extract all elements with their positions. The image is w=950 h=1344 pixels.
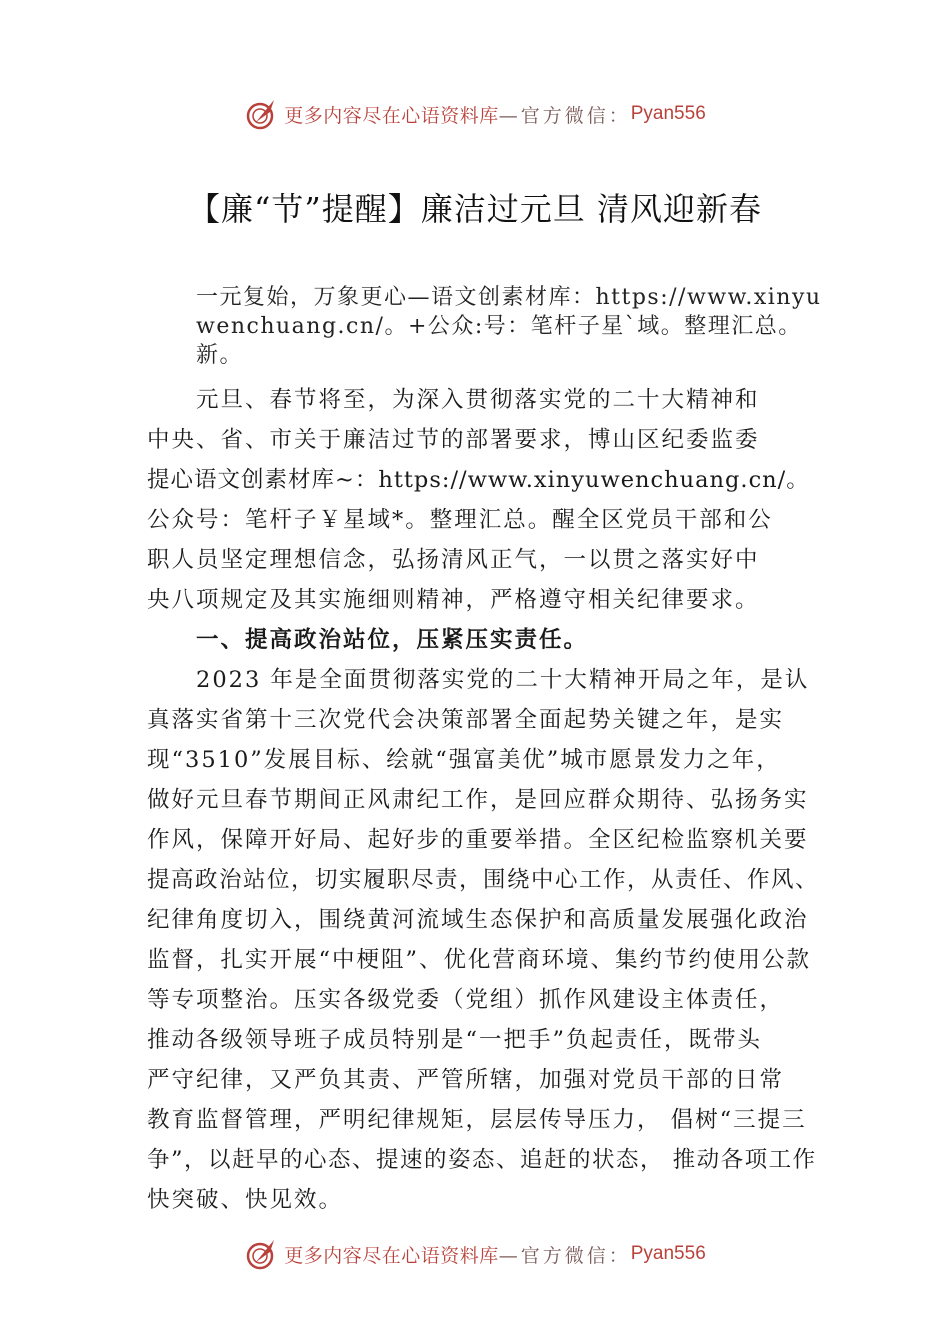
body-line: 监督，扎实开展“中梗阻”、优化营商环境、集约节约使用公款 xyxy=(147,947,812,973)
body-line: 提心语文创素材库~：https://www.xinyuwenchuang.cn/。 xyxy=(147,467,810,493)
body-line: 2023 年是全面贯彻落实党的二十大精神开局之年，是认 xyxy=(196,667,810,693)
body-line: 快突破、快见效。 xyxy=(147,1187,344,1213)
body-line: 等专项整治。压实各级党委（党组）抓作风建设主体责任， xyxy=(147,987,785,1013)
body-line: 纪律角度切入，围绕黄河流域生态保护和高质量发展强化政治 xyxy=(147,907,809,933)
banner-wechat-id: Pyan556 xyxy=(630,1243,706,1264)
quill-seal-logo-icon xyxy=(244,96,280,132)
body-line: 推动各级领导班子成员特别是“一把手”负起责任，既带头 xyxy=(147,1027,763,1053)
header-banner xyxy=(0,94,950,134)
footer-banner xyxy=(0,1234,950,1274)
section-heading: 一、提高政治站位，压紧压实责任。 xyxy=(196,627,589,653)
body-line: 严守纪律，又严负其责、严管所辖，加强对党员干部的日常 xyxy=(147,1067,785,1093)
body-line: 公众号：笔杆子￥星域*。整理汇总。醒全区党员干部和公 xyxy=(147,507,773,533)
body-line: 职人员坚定理想信念，弘扬清风正气，一以贯之落实好中 xyxy=(147,547,760,573)
document-title: 【廉“节”提醒】廉洁过元旦 清风迎新春 xyxy=(188,190,762,228)
body-line: 中央、省、市关于廉洁过节的部署要求，博山区纪委监委 xyxy=(147,427,760,453)
banner-library-text: 更多内容尽在心语资料库 xyxy=(284,1244,499,1267)
body-line: 提高政治站位，切实履职尽责，围绕中心工作，从责任、作风、 xyxy=(147,867,820,893)
intro-paragraph: 一元复始，万象更心—语文创素材库：https://www.xinyuwenchuang.cn/。+公众:号：笔杆子星`域。整理汇总。新。 xyxy=(196,285,822,368)
body-line: 现“3510”发展目标、绘就“强富美优”城市愿景发力之年， xyxy=(147,747,781,773)
body-line: 央八项规定及其实施细则精神，严格遵守相关纪律要求。 xyxy=(147,587,760,613)
banner-wechat-label: —官方微信： xyxy=(498,104,631,127)
banner-wechat-id: Pyan556 xyxy=(630,103,706,124)
document-body xyxy=(147,380,819,1220)
body-line: 争”，以赶早的心态、提速的姿态、追赶的状态， 推动各项工作 xyxy=(147,1147,817,1173)
banner-wechat-label: —官方微信： xyxy=(498,1244,631,1267)
quill-seal-logo-icon xyxy=(244,1236,280,1272)
banner-library-text: 更多内容尽在心语资料库 xyxy=(284,104,499,127)
body-line: 教育监督管理，严明纪律规矩，层层传导压力， 倡树“三提三 xyxy=(147,1107,807,1133)
body-line: 做好元旦春节期间正风肃纪工作，是回应群众期待、弘扬务实 xyxy=(147,787,809,813)
body-line: 作风，保障开好局、起好步的重要举措。全区纪检监察机关要 xyxy=(147,827,809,853)
body-line: 元旦、春节将至，为深入贯彻落实党的二十大精神和 xyxy=(196,387,760,413)
body-line: 真落实省第十三次党代会决策部署全面起势关键之年，是实 xyxy=(147,707,785,733)
